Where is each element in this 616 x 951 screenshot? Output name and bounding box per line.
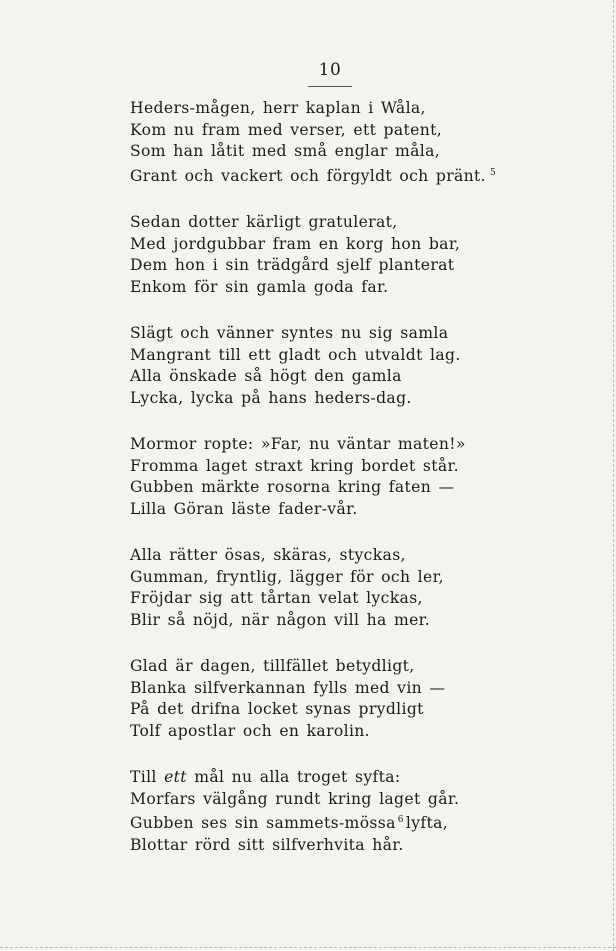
poem-line: Lycka, lycka på hans heders-dag. bbox=[130, 388, 412, 407]
poem-line: Alla önskade så högt den gamla bbox=[130, 367, 402, 385]
poem-line bbox=[130, 810, 600, 835]
poem-line: Dem hon i sin trädgård sjelf planterat bbox=[130, 256, 455, 274]
poem-line: Gumman, fryntlig, lägger för och ler, bbox=[130, 567, 444, 586]
stanza-3 bbox=[130, 323, 600, 409]
poem-line: Alla rätter ösas, skäras, styckas, bbox=[130, 546, 406, 564]
stanza-5 bbox=[130, 545, 600, 631]
poem-line: Mangrant till ett gladt och utvaldt lag. bbox=[130, 345, 461, 364]
poem-line: Fröjdar sig att tårtan velat lyckas, bbox=[130, 589, 423, 607]
poem-line: Blir så nöjd, när någon vill ha mer. bbox=[130, 610, 431, 629]
poem-line: Glad är dagen, tillfället betydligt, bbox=[130, 657, 415, 675]
poem-line bbox=[130, 163, 600, 188]
poem-line: Tolf apostlar och en karolin. bbox=[130, 721, 370, 740]
poem bbox=[130, 98, 600, 881]
stanza-6 bbox=[130, 656, 600, 742]
stanza-1 bbox=[130, 98, 600, 187]
page-edge-right bbox=[612, 0, 614, 951]
poem-line: Slägt och vänner syntes nu sig samla bbox=[130, 324, 449, 342]
poem-line: Med jordgubbar fram en korg hon bar, bbox=[130, 234, 461, 253]
poem-line-emphasis: ett bbox=[164, 768, 187, 786]
poem-line: Blottar rörd sitt silfverhvita hår. bbox=[130, 835, 404, 854]
page-number-rule bbox=[308, 86, 352, 87]
page-edge-bottom bbox=[0, 947, 616, 948]
poem-line-text: lyfta, bbox=[405, 814, 449, 832]
page-number: 10 bbox=[318, 60, 342, 80]
poem-line: Fromma laget straxt kring bordet står. bbox=[130, 456, 459, 475]
poem-line: Heders-mågen, herr kaplan i Wåla, bbox=[130, 99, 426, 117]
poem-line bbox=[130, 767, 600, 789]
poem-line-text: mål nu alla troget syfta: bbox=[186, 768, 401, 786]
poem-line: Som han låtit med små englar måla, bbox=[130, 142, 441, 160]
poem-line-text: Till bbox=[130, 768, 165, 786]
footnote-marker: 6 bbox=[397, 815, 404, 825]
poem-line: Kom nu fram med verser, ett patent, bbox=[130, 120, 443, 139]
stanza-4 bbox=[130, 434, 600, 520]
poem-line: Mormor ropte: »Far, nu väntar maten!» bbox=[130, 435, 466, 453]
poem-line: Blanka silfverkannan fylls med vin — bbox=[130, 678, 446, 697]
footnote-marker: 5 bbox=[489, 167, 497, 178]
poem-line: Sedan dotter kärligt gratulerat, bbox=[130, 213, 398, 231]
poem-line-text: Grant och vackert och förgyldt och pränt. bbox=[130, 166, 486, 185]
stanza-2 bbox=[130, 212, 600, 298]
poem-line: Gubben märkte rosorna kring faten — bbox=[130, 478, 455, 496]
poem-line: Enkom för sin gamla goda far. bbox=[130, 277, 389, 296]
poem-line: På det drifna locket synas prydligt bbox=[130, 700, 424, 718]
poem-line: Lilla Göran läste fader-vår. bbox=[130, 499, 358, 518]
stanza-7 bbox=[130, 767, 600, 856]
poem-line: Morfars välgång rundt kring laget går. bbox=[130, 789, 460, 808]
poem-line-text: Gubben ses sin sammets-mössa bbox=[130, 814, 396, 832]
